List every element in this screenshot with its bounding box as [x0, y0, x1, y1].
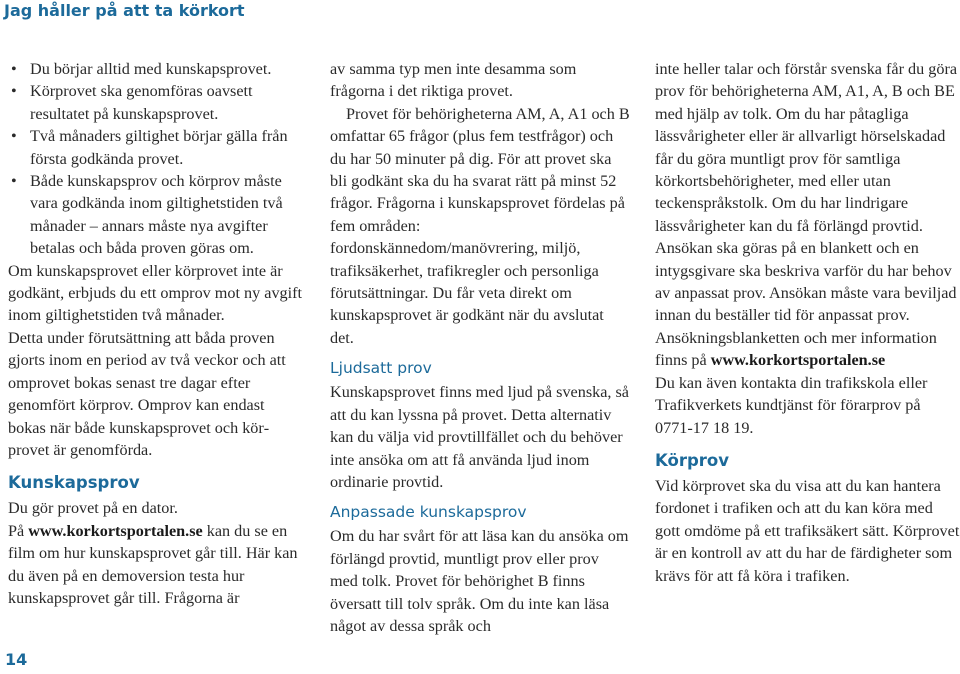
paragraph: Kunskapsprovet finns med ljud på svenska, så att du kan lyssna på provet. Detta alternativ kan du välja vid provtillfället och du behöver inte ansöka om att få använda ljud inom ordinarie provtid.: [330, 383, 629, 491]
section-heading-kunskapsprov: Kunskapsprov: [8, 473, 140, 493]
bullet-item: • Körprovet ska genomföras oavsett resultatet på kunskapsprovet.: [8, 80, 304, 125]
section-heading-anpassade-kunskapsprov: Anpassade kunskapsprov: [330, 503, 527, 522]
bullet-list: [8, 58, 304, 260]
paragraph: av samma typ men inte desamma som frågorna i det riktiga provet.: [330, 60, 577, 101]
text: kan du se en film om hur kunskapsprovet går till. Här kan du även på en demoversion testa hur kunskapsprovet går till. Frågorna är: [8, 521, 298, 607]
paragraph: Vid körprovet ska du visa att du kan hantera fordonet i trafiken och att du kan köra med gott omdöme på ett trafiksäkert sätt. Körprovet är en kontroll av att du har de färdigheter som krävs för att få köra i trafiken.: [655, 476, 960, 585]
column-1: [8, 58, 304, 609]
paragraph: Detta under förutsättning att båda proven gjorts inom en period av två veckor och att omprovet bokas senast tre dagar efter genomfört körprov. Omprov kan endast bokas när både kunskapsprovet och körprovet är genomförda.: [8, 328, 286, 459]
bullet-item: • Du börjar alltid med kunskapsprovet.: [8, 58, 304, 80]
paragraph: Provet för behörigheterna AM, A, A1 och B omfattar 65 frågor (plus fem testfrågor) och du har 50 minuter på dig. För att provet ska bli godkänt ska du ha svarat rätt på minst 52 frågor. Frågorna i kunskapsprovet fördelas på fem områden: fordonskännedom/manövrering, miljö, trafiksäkerhet, trafikregler och personliga förutsättningar. Du får veta direkt om kunskapsprovet är godkänt när du avslutat det.: [330, 104, 630, 347]
website-link[interactable]: www.korkortsportalen.se: [28, 521, 203, 540]
paragraph: Om du har svårt för att läsa kan du ansöka om förlängd provtid, muntligt prov eller prov med tolk. Provet för behörighet B finns översatt till tolv språk. Om du inte kan läsa något av dessa språk och: [330, 527, 629, 635]
paragraph: [655, 327, 960, 372]
running-head: Jag håller på att ta körkort: [4, 1, 245, 20]
paragraph: Om kunskapsprovet eller körprovet inte är godkänt, erbjuds du ett omprov mot ny avgift inom giltighetstiden två månader.: [8, 261, 303, 325]
paragraph: [8, 520, 304, 610]
text: På: [8, 521, 29, 540]
paragraph: Du gör provet på en dator.: [8, 499, 178, 518]
section-heading-korprov: Körprov: [655, 450, 730, 470]
section-heading-ljudsatt-prov: Ljudsatt prov: [330, 359, 432, 378]
column-2: [330, 58, 630, 637]
column-3: [655, 58, 960, 587]
paragraph: inte heller talar och förstår svenska får du göra prov för behörigheterna AM, A1, A, B och BE med hjälp av tolk. Om du har påtagliga lässvårigheter eller är allvarligt hörselskadad får du göra muntligt prov för samtliga körkortsbehörigheter, med eller utan teckenspråkstolk. Om du har lindrigare lässvårigheter kan du få förlängd provtid. Ansökan ska göras på en blankett och en intygsgivare ska beskriva varför du har behov av anpassat prov. Ansökan måste vara beviljad innan du beställer tid för anpassat prov.: [655, 60, 958, 325]
website-link[interactable]: www.korkortsportalen.se: [710, 351, 886, 370]
bullet-item: • Två månaders giltighet börjar gälla från första godkända provet.: [8, 125, 304, 170]
text: Ansökningsblanketten och mer information finns på: [655, 328, 937, 370]
paragraph: Du kan även kontakta din trafikskola eller Trafikverkets kundtjänst för förarprov på 0771-17 18 19.: [655, 373, 928, 437]
page-number: 14: [5, 650, 28, 669]
bullet-item: • Både kunskapsprov och körprov måste vara godkända inom giltighetstiden två månader – annars måste nya avgifter betalas och båda proven göras om.: [8, 170, 304, 260]
